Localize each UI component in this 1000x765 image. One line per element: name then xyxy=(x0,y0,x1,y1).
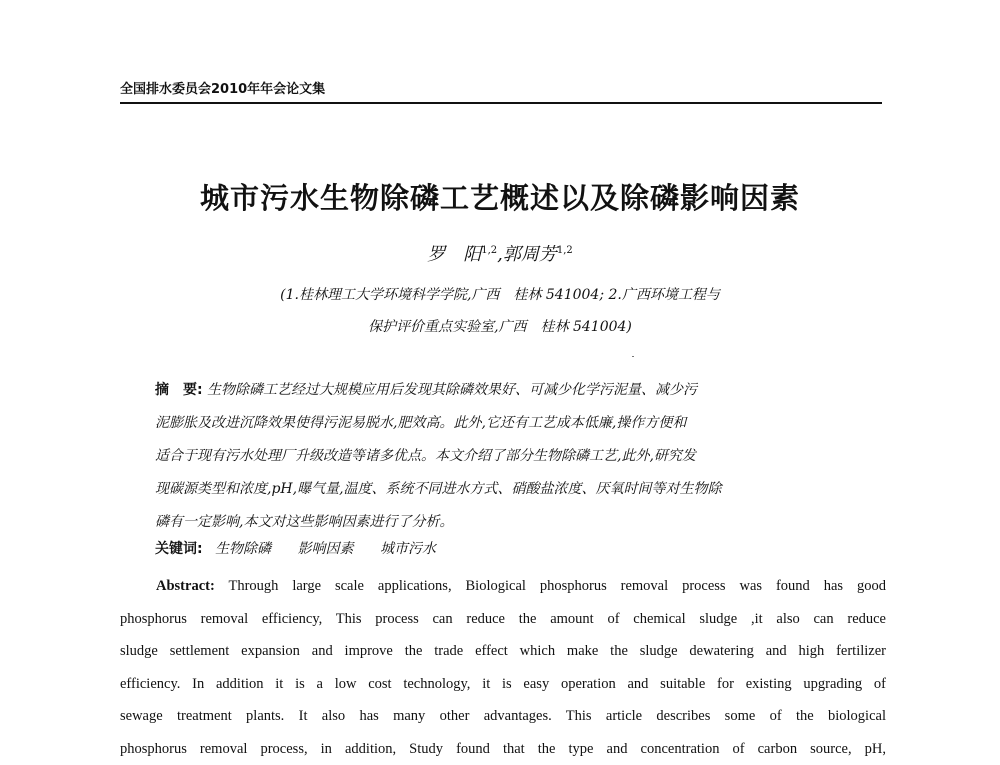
author-line xyxy=(0,240,1000,266)
keyword: 城市污水 xyxy=(380,541,436,557)
author-affil-mark: 1,2 xyxy=(557,245,573,256)
abstract-line: sewage treatment plants. It also has many other advantages. This article describes some of the biological xyxy=(120,700,886,733)
abstract-line: 磷有一定影响,本文对这些影响因素进行了分析。 xyxy=(155,506,855,539)
abstract-line xyxy=(120,570,886,603)
abstract-text: Through large scale applications, Biological phosphorus removal process was found has good xyxy=(228,578,886,594)
running-header xyxy=(120,78,882,104)
chinese-abstract xyxy=(155,374,855,539)
abstract-line: 泥膨胀及改进沉降效果使得污泥易脱水,肥效高。此外,它还有工艺成本低廉,操作方便和 xyxy=(155,407,855,440)
author-separator: , xyxy=(497,244,503,265)
affiliation-line: 保护评价重点实验室,广西 桂林 541004) xyxy=(0,316,1000,336)
abstract-label: 摘 要: xyxy=(155,382,203,398)
abstract-line: phosphorus removal efficiency, This process can reduce the amount of chemical sludge ,it also can reduce xyxy=(120,603,886,636)
scan-speck xyxy=(632,356,634,357)
keywords xyxy=(155,538,855,558)
abstract-line xyxy=(155,374,855,407)
author-name: 罗 阳 xyxy=(427,244,481,265)
abstract-line: 现碳源类型和浓度,pH,曝气量,温度、系统不同进水方式、硝酸盐浓度、厌氧时间等对生物除 xyxy=(155,473,855,506)
abstract-text: 生物除磷工艺经过大规模应用后发现其除磷效果好、可减少化学污泥量、减少污 xyxy=(207,382,697,398)
abstract-line: 适合于现有污水处理厂升级改造等诸多优点。本文介绍了部分生物除磷工艺,此外,研究发 xyxy=(155,440,855,473)
abstract-line: sludge settlement expansion and improve the trade effect which make the sludge dewatering and high fertilizer xyxy=(120,635,886,668)
paper-title: 城市污水生物除磷工艺概述以及除磷影响因素 xyxy=(0,176,1000,217)
keyword: 生物除磷 xyxy=(215,541,271,557)
abstract-line: efficiency. In addition it is a low cost technology, it is easy operation and suitable for existing upgrading of xyxy=(120,668,886,701)
author-name: 郭周芳 xyxy=(503,244,557,265)
keyword: 影响因素 xyxy=(298,541,354,557)
english-abstract xyxy=(120,570,886,765)
affiliation-line: (1.桂林理工大学环境科学学院,广西 桂林 541004; 2.广西环境工程与 xyxy=(0,284,1000,304)
keywords-label: 关键词: xyxy=(155,541,203,557)
abstract-en-label: Abstract: xyxy=(156,578,215,594)
running-title: 全国排水委员会2010年年会论文集 xyxy=(120,82,325,97)
abstract-line: phosphorus removal process, in addition, Study found that the type and concentration of carbon source, pH, xyxy=(120,733,886,765)
author-affil-mark: 1,2 xyxy=(481,245,497,256)
